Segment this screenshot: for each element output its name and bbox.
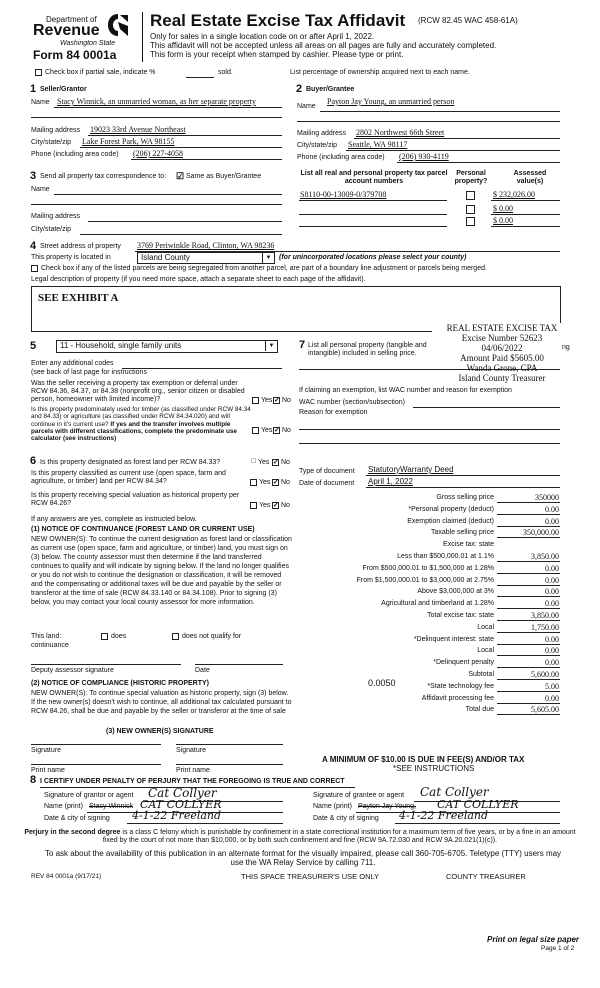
seller-name-line-2 [31, 117, 282, 118]
tax-row-value[interactable]: 3,850.00 [531, 552, 559, 561]
perjury-notice [18, 829, 582, 845]
tax-row-value[interactable]: 0.00 [545, 517, 559, 526]
street-address-field[interactable]: 3769 Periwinkle Road, Clinton, WA 98236 [137, 241, 275, 250]
legal-description-value: SEE EXHIBIT A [38, 292, 119, 304]
owner-signature-field-2[interactable] [176, 744, 283, 745]
revenue-logo-word: Revenue [33, 22, 100, 39]
corr-mail-label: Mailing address [31, 213, 81, 220]
tax-row-line [497, 502, 560, 503]
perjury-notice-body: is a class C felony which is punishable by confinement in a state correctional institution for a maximum term of five years, or by a fine in an amount fixed by the court of not more than $10,000, or by both such confinement and fine (RCW 9A.72.030 and RCW 9A.20.021(1)(c)). [102, 829, 576, 844]
tax-row-line [497, 691, 560, 692]
assessed-value-field[interactable]: $ 0.00 [493, 216, 513, 225]
buyer-city-line [346, 150, 560, 151]
land-use-code-value: 11 - Household, single family units [60, 341, 182, 350]
deputy-date-label: Date [195, 667, 210, 674]
county-treasurer-label: COUNTY TREASURER [446, 872, 526, 881]
stamp-line-2: Excise Number 52623 [461, 333, 543, 343]
see-instructions-note: *SEE INSTRUCTIONS [393, 764, 475, 773]
same-as-buyer-label: Same as Buyer/Grantee [186, 173, 262, 180]
buyer-name-line [320, 111, 560, 112]
tax-row-label: *Personal property (deduct) [408, 506, 494, 513]
local-rate-value: 0.0050 [368, 678, 396, 688]
grantor-name-field[interactable]: CAT COLLYER [140, 798, 222, 811]
tax-row-value[interactable]: 350000 [535, 493, 559, 502]
seller-city-label: City/state/zip [31, 139, 72, 146]
tax-row-line [497, 514, 560, 515]
timber-question [31, 406, 253, 443]
new-owner-signature-heading: (3) NEW OWNER(S) SIGNATURE [106, 728, 214, 735]
grantor-printed-name: Stacy Winnick [89, 803, 133, 810]
timber-no-checkbox[interactable]: ✓ [274, 427, 280, 434]
tax-row-label: From $1,500,000.01 to $3,000,000 at 2.75% [356, 577, 494, 584]
owner-print-label-2: Print name [176, 767, 210, 774]
grantee-date-label: Date & city of signing [313, 815, 379, 822]
revenue-logo-icon [106, 12, 130, 38]
form-title: Real Estate Excise Tax Affidavit [150, 11, 406, 30]
reason-label: Reason for exemption [299, 409, 368, 416]
grantee-printed-name: Payton Jay Young, [358, 803, 416, 810]
additional-codes-label: Enter any additional codes [31, 360, 114, 367]
tax-row-label: Taxable selling price [430, 529, 494, 536]
parcel-account-field[interactable]: S8110-00-13009-0/379708 [300, 190, 387, 199]
corr-city-label: City/state/zip [31, 226, 72, 233]
tax-row-value[interactable]: 0.00 [545, 646, 559, 655]
exemption-question: Was the seller receiving a property tax exemption or deferral under RCW 84.36, 84.37, or 84.38 (nonprofit org., senior citizen or disabled person, homeowner with limited income)? [31, 380, 245, 404]
assessed-value-line [491, 214, 560, 215]
tax-row-value[interactable]: 1,750.00 [531, 623, 559, 632]
grantee-signature-label: Signature of grantee or agent [313, 792, 405, 799]
grantor-signature[interactable]: Cat Collyer [148, 786, 217, 800]
tax-row-label: Total due [465, 706, 494, 713]
buyer-section-number: 2 [296, 83, 303, 95]
segregated-checkbox[interactable] [31, 265, 38, 272]
tax-row-line [497, 679, 560, 680]
same-as-buyer-checkbox[interactable]: ☑ [176, 171, 185, 181]
seller-mail-label: Mailing address [31, 127, 81, 134]
personal-property-field[interactable] [299, 369, 560, 370]
tax-row-value[interactable]: 0.00 [545, 599, 559, 608]
corr-section-number: 3 [30, 170, 37, 182]
corr-city-field[interactable] [80, 234, 282, 235]
current-use-yes-checkbox[interactable] [250, 479, 257, 486]
tax-row-value[interactable]: 0.00 [545, 658, 559, 667]
stamp-line-1: REAL ESTATE EXCISE TAX [446, 323, 558, 333]
corr-label: Send all property tax correspondence to: [40, 173, 167, 180]
tax-row-label: Gross selling price [436, 494, 494, 501]
personal-property-label: List all personal property (tangible and intangible) included in selling price. [308, 342, 427, 358]
treasurer-use-only: THIS SPACE TREASURER'S USE ONLY [241, 872, 380, 881]
tax-row-label: *Delinquent penalty [433, 659, 494, 666]
buyer-mail-label: Mailing address [297, 130, 347, 137]
personal-property-checkbox[interactable] [466, 191, 475, 200]
current-use-question: Is this property classified as current use (open space, farm and agriculture, or timber) land per RCW 84.34? [31, 470, 226, 486]
alternate-format-note: To ask about the availability of this publication in an alternate format for the visually impaired, please call 360-705-6705. Teletype (TTY) users may use the WA Relay Service by calling 711. [44, 849, 562, 867]
grantor-date-line [127, 823, 283, 824]
tax-row-value[interactable]: 3,850.00 [531, 611, 559, 620]
buyer-mail-line [354, 138, 560, 139]
buyer-phone-line [397, 162, 560, 163]
stamp-overlap-text: ng [562, 344, 570, 351]
doc-type-field[interactable]: StatutoryWarranty Deed [368, 465, 454, 474]
tax-row-line [497, 561, 560, 562]
tax-row-value[interactable]: 5,605.00 [531, 705, 559, 714]
tax-row-label: *State technology fee [427, 683, 494, 690]
timber-yes-label: Yes [261, 427, 273, 434]
personal-property-heading: Personal property? [454, 170, 488, 186]
tax-row-line [497, 596, 560, 597]
historic-yes-checkbox[interactable] [250, 502, 257, 509]
tax-row-line [497, 608, 560, 609]
treasurer-stamp [432, 323, 572, 383]
corr-name-line-2 [31, 204, 282, 205]
land-does-checkbox[interactable] [101, 633, 108, 640]
seller-name-line [54, 107, 282, 108]
wac-number-label: WAC number (section/subsection) [299, 399, 405, 406]
if-any-yes-note: If any answers are yes, complete as instructed below. [31, 516, 197, 523]
perjury-notice-lead: Perjury in the second degree [24, 829, 121, 836]
seller-phone-field[interactable]: (206) 227-4058 [133, 149, 183, 158]
stamp-line-3: 04/06/2022 [481, 343, 523, 353]
stamp-line-6: Island County Treasurer [458, 373, 546, 383]
tax-row-line [497, 537, 560, 538]
corr-name-field[interactable] [54, 194, 282, 195]
s8-section-number: 8 [30, 774, 37, 786]
exemption-wac-note: If claiming an exemption, list WAC number and reason for exemption [299, 387, 512, 394]
exemption-yes-label: Yes [261, 397, 273, 404]
owner-signature-field-1[interactable] [31, 744, 161, 745]
grantor-date-label: Date & city of signing [44, 815, 110, 822]
parcel-account-line [299, 226, 447, 227]
form-revision: REV 84 0001a (9/17/21) [31, 873, 102, 880]
continuance-label: continuance [31, 642, 69, 649]
tax-row-value[interactable]: 5,600.00 [531, 670, 559, 679]
forest-no-label: No [281, 459, 290, 466]
dept-of: Department of [46, 15, 97, 24]
buyer-phone-label: Phone (including area code) [297, 154, 385, 161]
tax-row-label: Above $3,000,000 at 3% [417, 588, 494, 595]
tax-row-value[interactable]: 0.00 [545, 564, 559, 573]
tax-row-label: Excise tax: state [443, 541, 494, 548]
parcel-account-line [299, 214, 447, 215]
form-citation: (RCW 82.45 WAC 458-61A) [418, 16, 518, 25]
header-note-3: This form is your receipt when stamped by cashier. Please type or print. [150, 50, 404, 59]
this-land-label: This land: [31, 633, 62, 640]
header-note-2: This affidavit will not be accepted unless all areas on all pages are fully and accurately completed. [150, 41, 497, 50]
buyer-phone-field[interactable]: (206) 930-4119 [399, 152, 449, 161]
reason-field-1[interactable] [299, 429, 560, 430]
grantor-signature-label: Signature of grantor or agent [44, 792, 134, 799]
tax-row-label: Total excise tax: state [427, 612, 494, 619]
s7-section-number: 7 [299, 339, 306, 351]
tax-row-label: Subtotal [468, 671, 494, 678]
tax-row-line [497, 714, 560, 715]
partial-sale-checkbox[interactable] [35, 69, 42, 76]
buyer-name-field[interactable]: Payton Jay Young, an unmarried person [327, 97, 455, 106]
stamp-line-5: Wanda Grone, CPA [466, 363, 538, 373]
tax-row-value[interactable]: 0.00 [545, 576, 559, 585]
timber-yes-checkbox[interactable] [252, 427, 259, 434]
seller-phone-label: Phone (including area code) [31, 151, 119, 158]
land-does-not-checkbox[interactable] [172, 633, 179, 640]
unincorp-note: (for unincorporated locations please select your county) [279, 254, 467, 261]
grantee-date-line [395, 823, 560, 824]
tax-row-label: Local [477, 624, 494, 631]
tax-row-line [497, 655, 560, 656]
see-back-note: (see back of last page for instructions [31, 369, 147, 376]
forest-yes-checkbox[interactable]: □ [251, 458, 256, 465]
continuance-body: NEW OWNER(S): To continue the current designation as forest land or classification as current use (open space, farm and agriculture, or timber) land, you must sign on (3) below. The county assessor must then determine if the land transferred continues to qualify and will indicate by signing below. If the land no longer qualifies or you do not wish to continue the designation or classification, it will be removed and the compensating or additional taxes will be due and payable by the seller or transferor at the time of sale (RCW 84.33.140 or 84.34.108). Prior to signing (3) below, you may contact your local county assessor for more information. [31, 536, 292, 606]
forest-question: Is this property designated as forest land per RCW 84.33? [40, 459, 221, 466]
owner-print-field-1[interactable] [31, 764, 161, 765]
legal-desc-label: Legal description of property (if you need more space, attach a separate sheet to each page of the affidavit). [31, 276, 366, 283]
certify-statement: I CERTIFY UNDER PENALTY OF PERJURY THAT THE FOREGOING IS TRUE AND CORRECT [40, 778, 345, 785]
assessed-value-field[interactable]: $ 0.00 [493, 204, 513, 213]
tax-row-value[interactable]: 5.00 [545, 682, 559, 691]
header-divider [142, 12, 143, 62]
historic-question: Is this property receiving special valuation as historical property per RCW 84.26? [31, 492, 240, 508]
tax-row-value[interactable]: 0.00 [545, 635, 559, 644]
deputy-date-field[interactable] [195, 664, 283, 665]
tax-row-line [497, 644, 560, 645]
reason-field-2[interactable] [299, 443, 560, 444]
tax-row-value[interactable]: 0.00 [545, 505, 559, 514]
grantee-date-field[interactable]: 4-1-22 Freeland [399, 809, 489, 822]
s5-section-number: 5 [30, 340, 37, 352]
historic-yes-label: Yes [259, 502, 271, 509]
partial-sale-label: Check box if partial sale, indicate % [45, 69, 156, 76]
list-percentage-note: List percentage of ownership acquired next to each name. [290, 69, 470, 76]
tax-row-label: Exemption claimed (deduct) [407, 518, 494, 525]
located-in-label: This property is located in [31, 254, 111, 261]
current-use-no-label: No [281, 479, 290, 486]
buyer-city-field[interactable]: Seattle, WA 98117 [348, 140, 408, 149]
tax-row-line [497, 703, 560, 704]
county-select[interactable] [137, 252, 275, 264]
buyer-mail-field[interactable]: 2802 Northwest 66th Street [356, 128, 445, 137]
grantee-signature[interactable]: Cat Collyer [420, 785, 489, 799]
assessed-value-line [491, 200, 560, 201]
buyer-heading: Buyer/Grantee [306, 86, 355, 93]
seller-mail-field[interactable]: 19023 33rd Avenue Northeast [90, 125, 186, 134]
personal-property-checkbox[interactable] [466, 205, 475, 214]
segregated-label: Check box if any of the listed parcels are being segregated from another parcel, are part of a boundary line adjustment or parcels being merged. [41, 265, 487, 272]
street-label: Street address of property [40, 243, 121, 250]
buyer-name-label: Name [297, 103, 316, 110]
chevron-down-icon: ▼ [265, 341, 277, 351]
seller-mail-line [88, 135, 282, 136]
owner-signature-label-1: Signature [31, 747, 61, 754]
owner-print-field-2[interactable] [176, 764, 283, 765]
continuance-heading: (1) NOTICE OF CONTINUANCE (FOREST LAND OR CURRENT USE) [31, 526, 255, 533]
land-use-code-select[interactable] [56, 340, 278, 353]
tax-row-label: Affidavit processing fee [421, 695, 494, 702]
forest-no-checkbox[interactable]: ✓ [273, 459, 279, 466]
tax-row-label: Agricultural and timberland at 1.28% [381, 600, 494, 607]
page-number: Page 1 of 2 [541, 945, 575, 952]
doc-date-field[interactable]: April 1, 2022 [368, 477, 413, 486]
doc-type-label: Type of document [299, 468, 355, 475]
county-select-value: Island County [141, 253, 190, 262]
tax-row-label: Local [477, 647, 494, 654]
doc-type-line [366, 475, 560, 476]
tax-row-label: *Delinquent interest: state [413, 636, 494, 643]
seller-name-field[interactable]: Stacy Winnick, an unmarried woman, as her separate property [57, 97, 257, 106]
buyer-city-label: City/state/zip [297, 142, 338, 149]
current-use-yes-label: Yes [259, 479, 271, 486]
stamp-line-4: Amount Paid $5605.00 [460, 353, 544, 363]
forest-yes-label: Yes [258, 459, 270, 466]
tax-row-label: Less than $500,000.01 at 1.1% [397, 553, 494, 560]
land-does-label: does [111, 633, 127, 640]
seller-heading: Seller/Grantor [40, 86, 87, 93]
timber-question-text: Is this property predominately used for timber (as classified under RCW 84.34 and 84.33) or agriculture (as classified under RCW 84.34.020) and will continue in it's current use? [31, 406, 251, 428]
owner-signature-label-2: Signature [176, 747, 206, 754]
compliance-heading: (2) NOTICE OF COMPLIANCE (HISTORIC PROPERTY) [31, 680, 209, 687]
historic-no-label: No [281, 502, 290, 509]
form-number: Form 84 0001a [33, 48, 117, 62]
tax-row-line [497, 632, 560, 633]
timber-no-label: No [282, 427, 291, 434]
tax-row-label: From $500,000.01 to $1,500,000 at 1.28% [362, 565, 494, 572]
grantor-date-field[interactable]: 4-1-22 Freeland [132, 809, 222, 822]
seller-name-label: Name [31, 99, 50, 106]
street-section-number: 4 [30, 240, 37, 252]
deputy-signature-field[interactable] [31, 664, 181, 665]
tax-row-line [497, 585, 560, 586]
buyer-name-line-2 [297, 121, 560, 122]
personal-property-checkbox[interactable] [466, 217, 475, 226]
grantor-name-label: Name (print) [44, 803, 83, 810]
washington-state: Washington State [60, 40, 116, 47]
seller-city-field[interactable]: Lake Forest Park, WA 98155 [82, 137, 175, 146]
land-does-not-label: does not qualify for [182, 633, 242, 640]
tax-row-line [497, 667, 560, 668]
seller-city-line [80, 147, 282, 148]
tax-row-value[interactable]: 0.00 [545, 587, 559, 596]
doc-date-line [366, 487, 560, 488]
grantee-name-field[interactable]: CAT COLLYER [437, 798, 519, 811]
tax-row-value[interactable]: 0.00 [545, 694, 559, 703]
s6-section-number: 6 [30, 455, 37, 467]
corr-mail-field[interactable] [88, 221, 282, 222]
exemption-no-label: No [282, 397, 291, 404]
header-note-1: Only for sales in a single location code on or after April 1, 2022. [150, 32, 375, 41]
seller-section-number: 1 [30, 83, 37, 95]
historic-no-checkbox[interactable]: ✓ [273, 502, 279, 509]
assessed-value-field[interactable]: $ 232,026.00 [493, 190, 535, 199]
legal-size-note: Print on legal size paper [487, 935, 580, 944]
exemption-no-checkbox[interactable]: ✓ [274, 397, 280, 404]
seller-phone-line [131, 159, 282, 160]
compliance-body: NEW OWNER(S): To continue special valuation as historic property, sign (3) below. If the new owner(s) doesn't wish to continue, all additional tax calculated pursuant to RCW 84.26, shall be due and payable by the seller or transferor at the time of sale [31, 690, 292, 715]
minimum-due-note: A MINIMUM OF $10.00 IS DUE IN FEE(S) AND/OR TAX [322, 755, 525, 764]
deputy-signature-label: Deputy assessor signature [31, 667, 114, 674]
wac-number-field[interactable] [413, 407, 560, 408]
assessed-value-heading: Assessed value(s) [513, 170, 547, 186]
exemption-yes-checkbox[interactable] [252, 397, 259, 404]
partial-sold-label: sold. [218, 69, 233, 76]
parcel-account-line [299, 200, 447, 201]
owner-print-label-1: Print name [31, 767, 65, 774]
corr-name-label: Name [31, 186, 50, 193]
doc-date-label: Date of document [299, 480, 355, 487]
tax-row-line [497, 573, 560, 574]
partial-pct-field[interactable] [186, 77, 214, 78]
parcel-list-heading: List all real and personal property tax parcel account numbers [300, 170, 448, 186]
timber-question-bold: If yes and the transfer involves multiple parcels with different classifications, complete the predominate use calculator (see instructions) [31, 420, 237, 443]
assessed-value-line [491, 226, 560, 227]
tax-row-value[interactable]: 350,000.00 [523, 528, 559, 537]
tax-row-line [497, 620, 560, 621]
chevron-down-icon: ▼ [262, 253, 274, 263]
grantee-name-label: Name (print) [313, 803, 352, 810]
current-use-no-checkbox[interactable]: ✓ [273, 479, 279, 486]
tax-row-line [497, 526, 560, 527]
